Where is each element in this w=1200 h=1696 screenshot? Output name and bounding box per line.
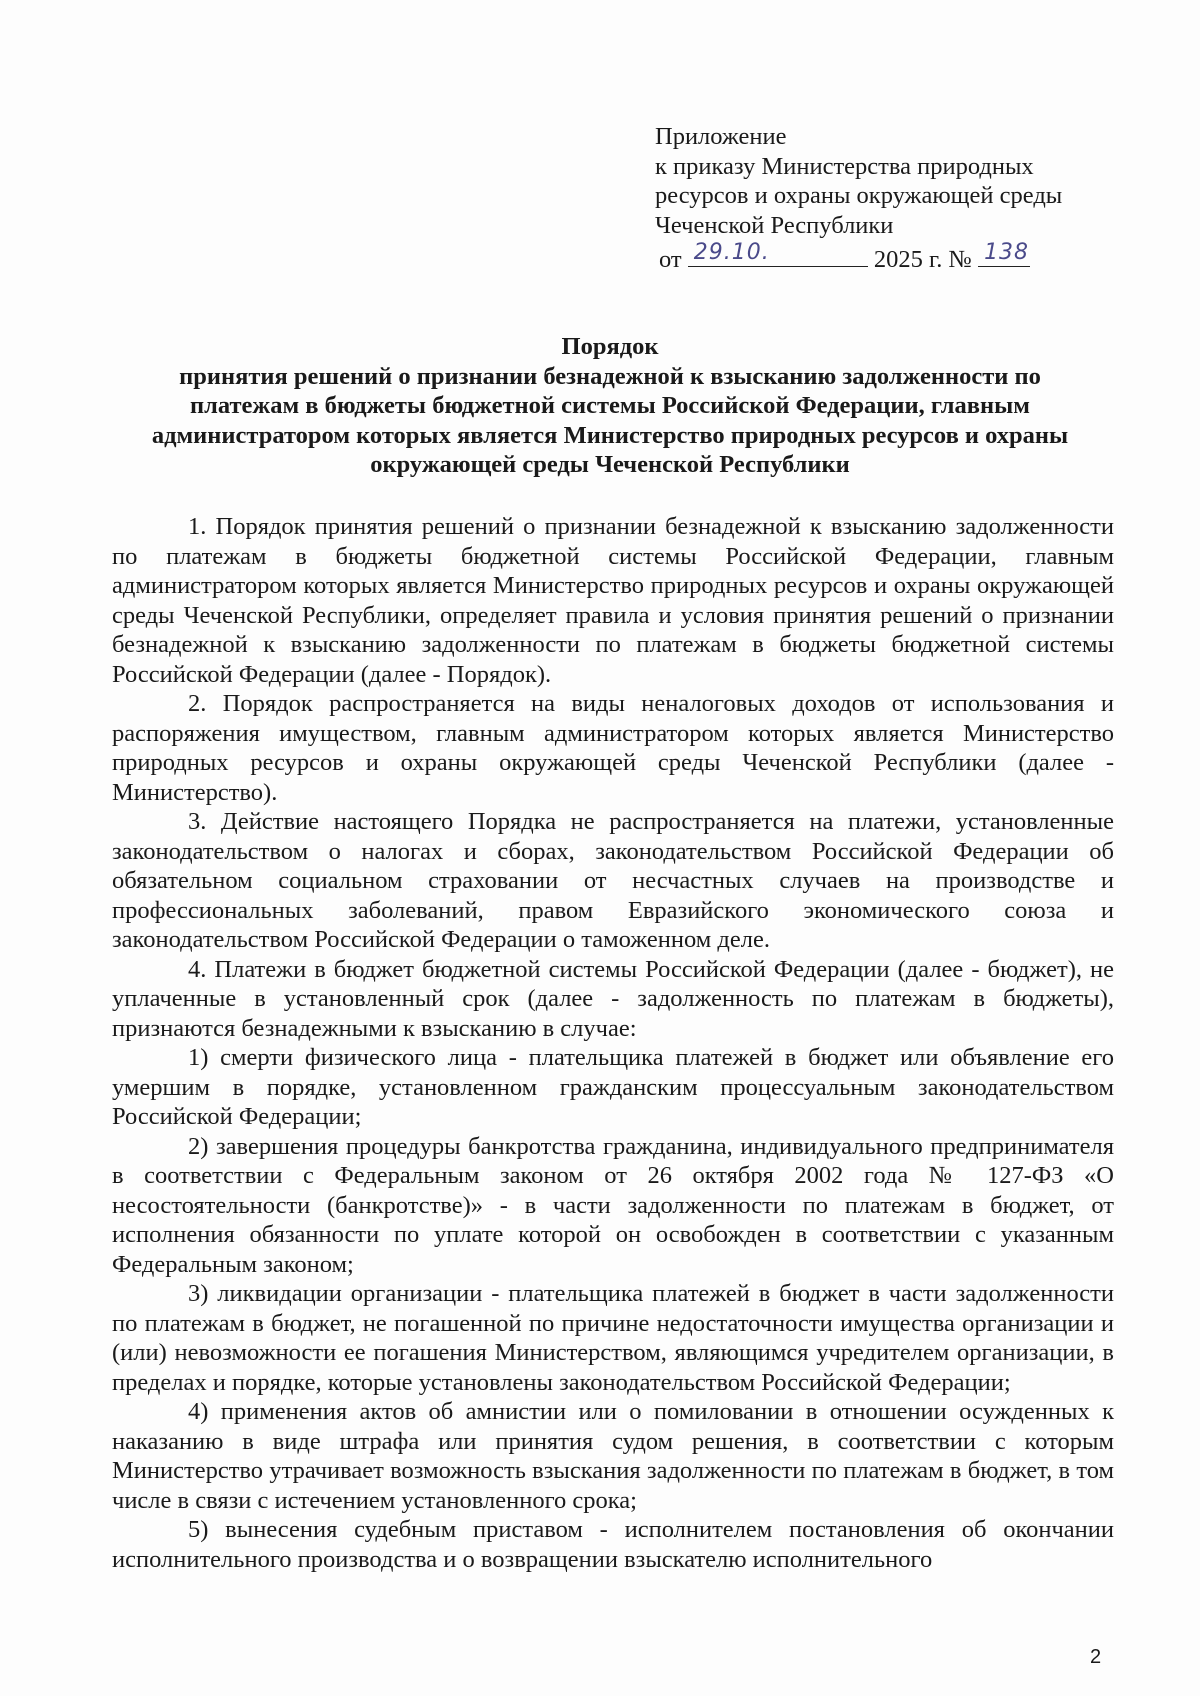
title-line-4: окружающей среды Чеченской Республики bbox=[370, 451, 850, 478]
subitem-2: 2) завершения процедуры банкротства гражданина, индивидуального предпринимателя в соответствии с Федеральным законом от 26 октября 2002 года № 127-ФЗ «О несостоятельности (банкротстве)» - в части задолженности по платежам в бюджет, от исполнения обязанности по уплате которой он освобожден в соответствии с указанным Федеральным законом; bbox=[112, 1132, 1114, 1278]
page-number: 2 bbox=[1090, 1646, 1102, 1668]
year-text: 2025 г. № bbox=[873, 246, 972, 273]
date-prefix: от bbox=[659, 246, 682, 273]
appendix-order-ref: к приказу Министерства природных bbox=[655, 152, 1034, 180]
date-blank bbox=[688, 240, 868, 267]
appendix-ministry: ресурсов и охраны окружающей среды bbox=[655, 182, 1063, 209]
document-body bbox=[112, 512, 1114, 1574]
paragraph-3: 3. Действие настоящего Порядка не распространяется на платежи, установленные законодательством о налогах и сборах, законодательством Российской Федерации об обязательном социальном страховании от несчастных случаев на производстве и профессиональных заболеваний, правом Евразийского экономического союза и законодательством Российской Федерации о таможенном деле. bbox=[112, 808, 1114, 953]
date-handwritten: 29.10. bbox=[693, 240, 770, 265]
appendix-header bbox=[655, 122, 1155, 275]
paragraph-1: 1. Порядок принятия решений о признании безнадежной к взысканию задолженности по платежам в бюджеты бюджетной системы Российской Федерации, главным администратором которых является Министерство природных ресурсов и охраны окружающей среды Чеченской Республики, определяет правила и условия принятия решений о признании безнадежной к взысканию задолженности по платежам в бюджеты бюджетной системы Российской Федерации (далее - Порядок). bbox=[112, 513, 1114, 688]
title-line-3: администратором которых является Министерство природных ресурсов и охраны bbox=[151, 421, 1069, 449]
number-blank bbox=[978, 240, 1030, 267]
document-title bbox=[110, 332, 1110, 480]
title-heading: Порядок bbox=[561, 333, 659, 360]
subitem-4: 4) применения актов об амнистии или о помиловании в отношении осужденных к наказанию в виде штрафа или принятия судом решения, в соответствии с которым Министерство утрачивает возможность взыскания задолженности по платежам в бюджет, в том числе в связи с истечением установленного срока; bbox=[112, 1398, 1114, 1514]
appendix-date-line bbox=[655, 240, 1155, 275]
subitem-5: 5) вынесения судебным приставом - исполнителем постановления об окончании исполнительного производства и о возвращении взыскателю исполнительного bbox=[112, 1516, 1114, 1573]
appendix-republic: Чеченской Республики bbox=[655, 211, 894, 239]
appendix-label: Приложение bbox=[655, 123, 787, 150]
subitem-1: 1) смерти физического лица - плательщика платежей в бюджет или объявление его умершим в порядке, установленном гражданским процессуальным законодательством Российской Федерации; bbox=[112, 1044, 1114, 1130]
title-line-1: принятия решений о признании безнадежной к взысканию задолженности по bbox=[179, 362, 1041, 390]
subitem-3: 3) ликвидации организации - плательщика платежей в бюджет в части задолженности по платежам в бюджет, не погашенной по причине недостаточности имущества организации и (или) невозможности ее погашения Министерством, являющимся учредителем организации, в пределах и порядке, которые установлены законодательством Российской Федерации; bbox=[112, 1280, 1114, 1396]
title-line-2: платежам в бюджеты бюджетной системы Российской Федерации, главным bbox=[190, 392, 1030, 419]
paragraph-4: 4. Платежи в бюджет бюджетной системы Российской Федерации (далее - бюджет), не уплаченные в установленный срок (далее - задолженность по платежам в бюджеты), признаются безнадежными к взысканию в случае: bbox=[112, 955, 1114, 1042]
number-handwritten: 138 bbox=[984, 240, 1030, 265]
paragraph-2: 2. Порядок распространяется на виды неналоговых доходов от использования и распоряжения имуществом, главным администратором которых является Министерство природных ресурсов и охраны окружающей среды Чеченской Республики (далее - Министерство). bbox=[112, 690, 1114, 806]
